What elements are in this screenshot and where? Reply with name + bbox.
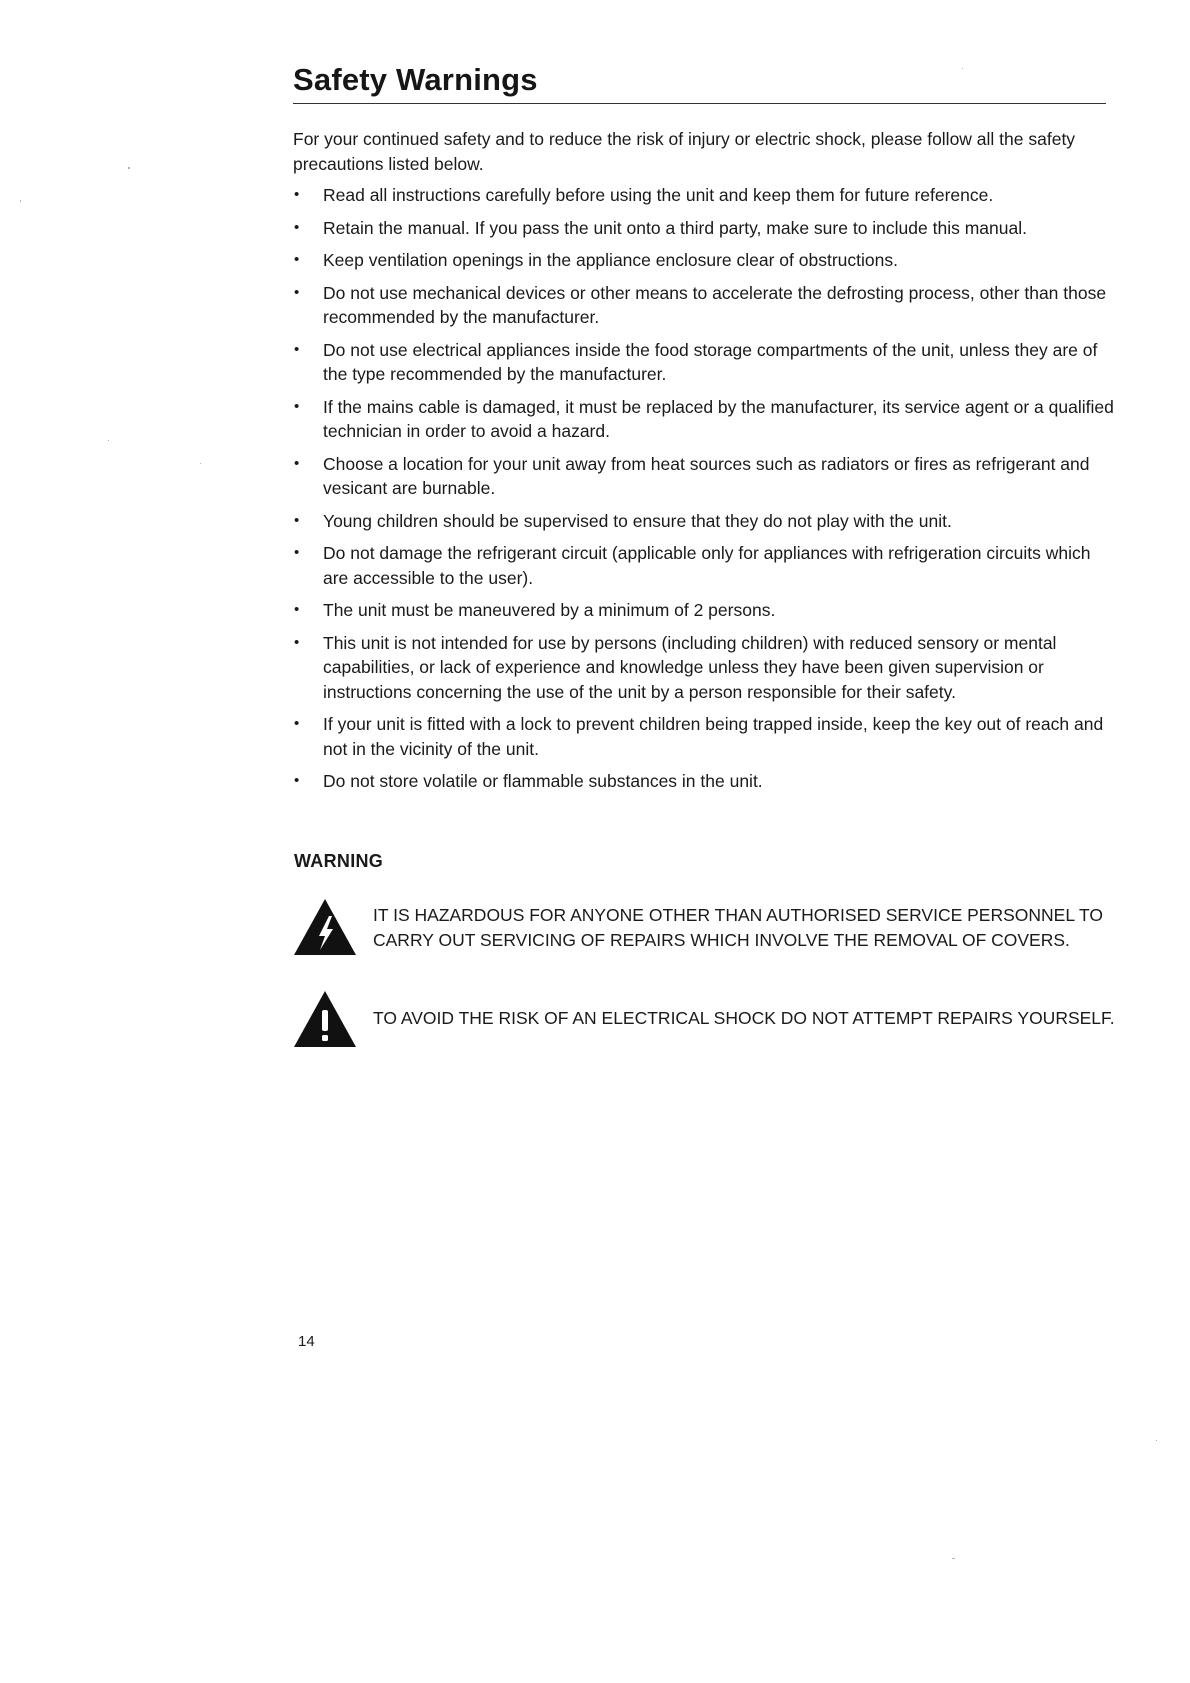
precaution-item: • Retain the manual. If you pass the unit onto a third party, make sure to include this manual. xyxy=(293,216,1118,241)
precaution-item: • Young children should be supervised to ensure that they do not play with the unit. xyxy=(293,509,1118,534)
scan-speck xyxy=(128,167,130,169)
scan-speck xyxy=(952,1558,955,1559)
precaution-item: • Do not damage the refrigerant circuit (applicable only for appliances with refrigeration circuits which are accessible to the user). xyxy=(293,541,1118,590)
scan-speck xyxy=(20,200,21,202)
precaution-item: • Read all instructions carefully before using the unit and keep them for future reference. xyxy=(293,183,1118,208)
exclamation-warning-icon xyxy=(293,990,357,1048)
page-title: Safety Warnings xyxy=(293,62,538,97)
electric-shock-warning-icon xyxy=(293,898,357,956)
scan-speck xyxy=(962,68,963,69)
precautions-list xyxy=(293,183,1118,802)
precaution-item: • If your unit is fitted with a lock to prevent children being trapped inside, keep the key out of reach and not in the vicinity of the unit. xyxy=(293,712,1118,761)
intro-paragraph: For your continued safety and to reduce the risk of injury or electric shock, please follow all the safety precautions listed below. xyxy=(293,129,1076,174)
precaution-item: • This unit is not intended for use by persons (including children) with reduced sensory or mental capabilities, or lack of experience and knowledge unless they have been given supervision or instructions concerning the use of the unit by a person responsible for their safety. xyxy=(293,631,1118,705)
scan-speck xyxy=(1156,1440,1157,1441)
precaution-item: • The unit must be maneuvered by a minimum of 2 persons. xyxy=(293,598,1118,623)
precaution-item: • Choose a location for your unit away from heat sources such as radiators or fires as refrigerant and vesicant are burnable. xyxy=(293,452,1118,501)
scan-speck xyxy=(108,440,109,441)
precaution-item: • Keep ventilation openings in the appliance enclosure clear of obstructions. xyxy=(293,248,1118,273)
precaution-item: • Do not use electrical appliances inside the food storage compartments of the unit, unless they are of the type recommended by the manufacturer. xyxy=(293,338,1118,387)
precaution-item: • Do not use mechanical devices or other means to accelerate the defrosting process, other than those recommended by the manufacturer. xyxy=(293,281,1118,330)
precaution-item: • If the mains cable is damaged, it must be replaced by the manufacturer, its service agent or a qualified technician in order to avoid a hazard. xyxy=(293,395,1118,444)
precaution-item: • Do not store volatile or flammable substances in the unit. xyxy=(293,769,1118,794)
warning-text-servicing: IT IS HAZARDOUS FOR ANYONE OTHER THAN AUTHORISED SERVICE PERSONNEL TO CARRY OUT SERVICING OF REPAIRS WHICH INVOLVE THE REMOVAL OF COVERS. xyxy=(373,905,1103,950)
warning-text-repairs: TO AVOID THE RISK OF AN ELECTRICAL SHOCK DO NOT ATTEMPT REPAIRS YOURSELF. xyxy=(373,1008,1115,1028)
warning-heading: WARNING xyxy=(294,851,384,871)
page-number: 14 xyxy=(298,1333,315,1350)
title-divider xyxy=(293,103,1106,104)
scan-speck xyxy=(200,463,201,464)
